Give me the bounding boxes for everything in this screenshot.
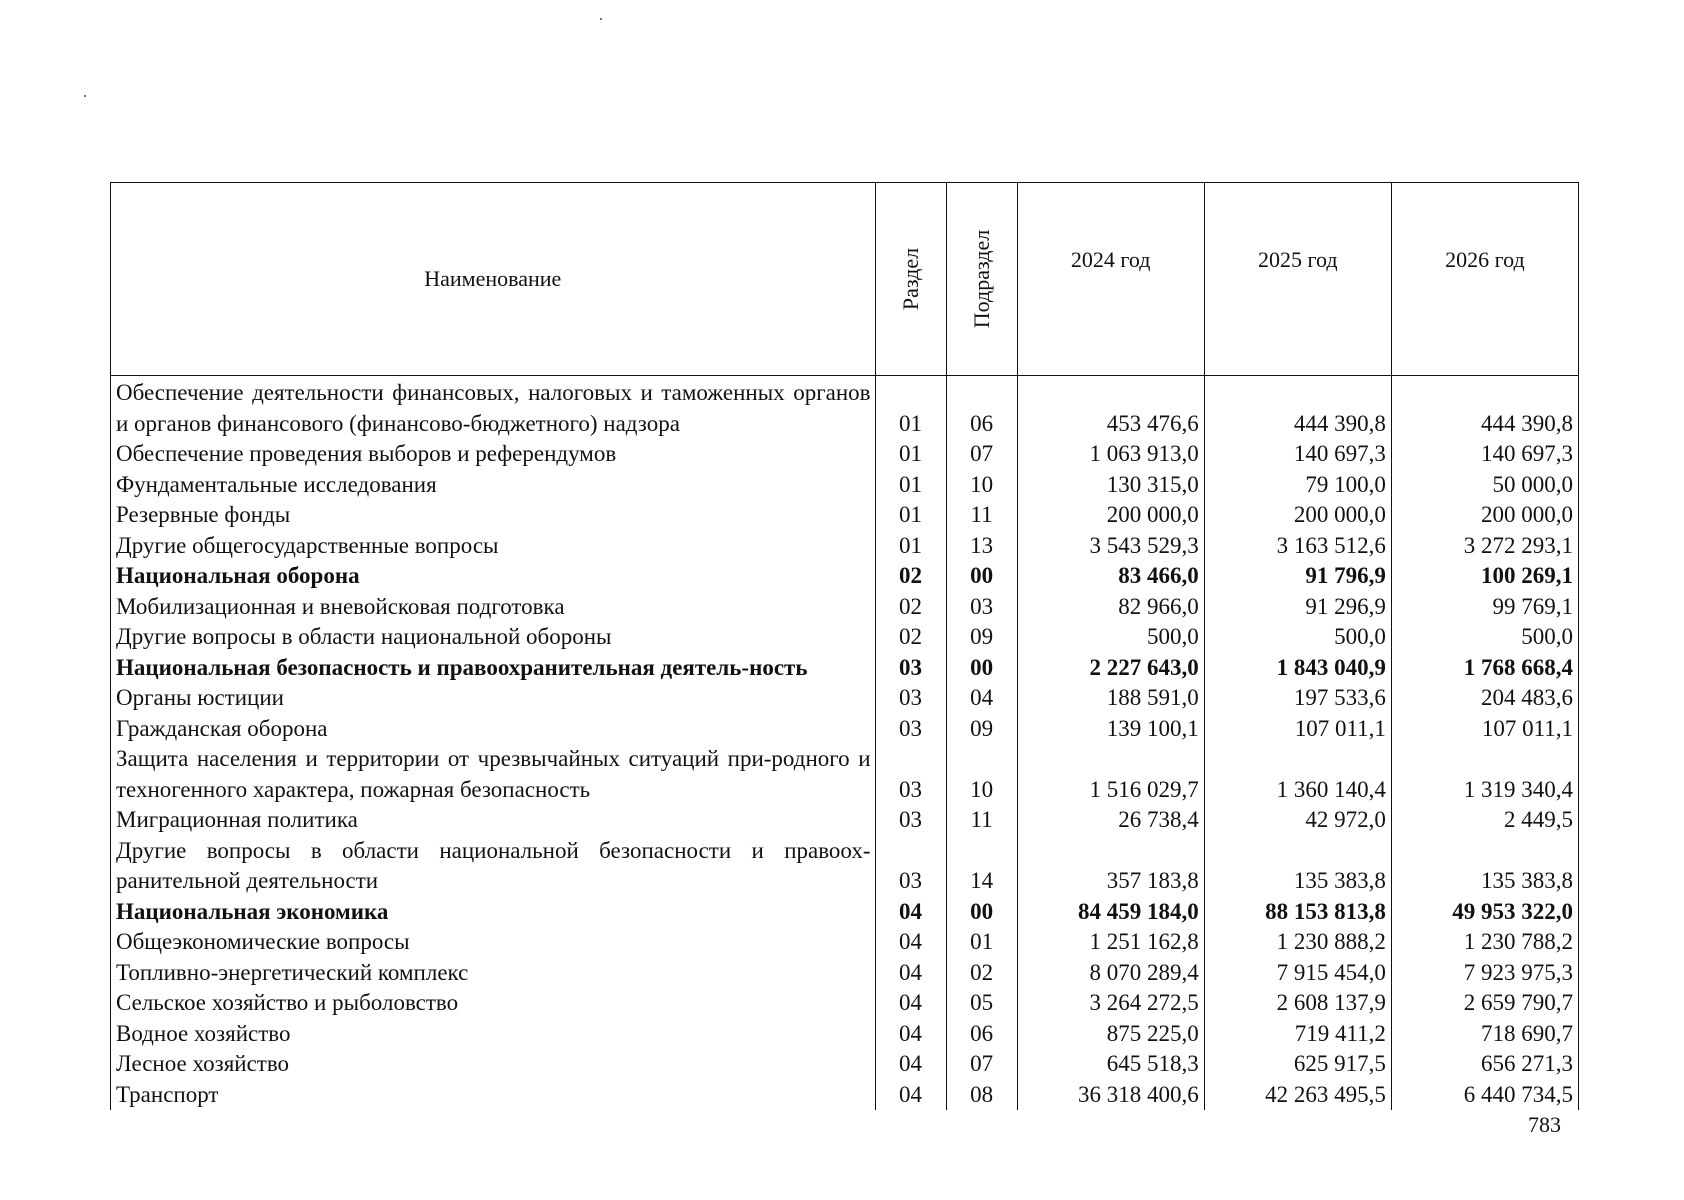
- row-section: 03: [875, 836, 946, 897]
- row-subsection: 09: [946, 622, 1017, 653]
- row-value-2024: 130 315,0: [1017, 470, 1204, 501]
- row-value-2026: 3 272 293,1: [1391, 531, 1578, 562]
- row-value-2025: 1 230 888,2: [1204, 927, 1391, 958]
- header-section-label: Раздел: [897, 247, 923, 311]
- table-row: [111, 927, 1579, 958]
- scan-speck: [600, 18, 602, 20]
- row-value-2026: 204 483,6: [1391, 683, 1578, 714]
- row-section: 04: [875, 958, 946, 989]
- row-section: 04: [875, 1049, 946, 1080]
- row-value-2025: 7 915 454,0: [1204, 958, 1391, 989]
- row-section: 02: [875, 592, 946, 623]
- row-value-2024: 1 063 913,0: [1017, 439, 1204, 470]
- row-value-2024: 357 183,8: [1017, 836, 1204, 897]
- row-value-2026: 656 271,3: [1391, 1049, 1578, 1080]
- row-value-2025: 200 000,0: [1204, 500, 1391, 531]
- row-name: Транспорт: [111, 1080, 876, 1111]
- table-row: [111, 805, 1579, 836]
- row-value-2026: 2 449,5: [1391, 805, 1578, 836]
- budget-table-grid: [110, 182, 1579, 1110]
- row-section: 04: [875, 1080, 946, 1111]
- row-section: 01: [875, 439, 946, 470]
- row-subsection: 08: [946, 1080, 1017, 1111]
- row-value-2025: 500,0: [1204, 622, 1391, 653]
- row-value-2024: 139 100,1: [1017, 714, 1204, 745]
- row-value-2026: 1 230 788,2: [1391, 927, 1578, 958]
- row-subsection: 06: [946, 1019, 1017, 1050]
- row-section: 01: [875, 376, 946, 440]
- row-value-2026: 49 953 322,0: [1391, 897, 1578, 928]
- table-row: [111, 531, 1579, 562]
- table-row: [111, 653, 1579, 684]
- header-name: Наименование: [111, 183, 876, 376]
- row-value-2025: 625 917,5: [1204, 1049, 1391, 1080]
- row-subsection: 04: [946, 683, 1017, 714]
- row-subsection: 00: [946, 653, 1017, 684]
- row-value-2024: 500,0: [1017, 622, 1204, 653]
- table-row: [111, 988, 1579, 1019]
- header-subsection-label: Подраздел: [968, 229, 994, 329]
- row-value-2025: 140 697,3: [1204, 439, 1391, 470]
- row-value-2026: 100 269,1: [1391, 561, 1578, 592]
- row-value-2024: 1 251 162,8: [1017, 927, 1204, 958]
- row-name: Топливно-энергетический комплекс: [111, 958, 876, 989]
- row-name: Другие вопросы в области национальной обороны: [111, 622, 876, 653]
- table-row: [111, 836, 1579, 897]
- row-value-2024: 188 591,0: [1017, 683, 1204, 714]
- row-section: 04: [875, 988, 946, 1019]
- row-subsection: 07: [946, 1049, 1017, 1080]
- row-name: Резервные фонды: [111, 500, 876, 531]
- row-value-2025: 197 533,6: [1204, 683, 1391, 714]
- row-value-2025: 2 608 137,9: [1204, 988, 1391, 1019]
- header-2024: 2024 год: [1017, 183, 1204, 376]
- row-name: Национальная экономика: [111, 897, 876, 928]
- table-header-row: [111, 183, 1579, 376]
- row-value-2024: 3 543 529,3: [1017, 531, 1204, 562]
- row-name: Водное хозяйство: [111, 1019, 876, 1050]
- table-row: [111, 683, 1579, 714]
- header-subsection: [946, 183, 1017, 376]
- table-row: [111, 592, 1579, 623]
- table-row: [111, 470, 1579, 501]
- row-subsection: 10: [946, 470, 1017, 501]
- row-value-2025: 79 100,0: [1204, 470, 1391, 501]
- row-value-2026: 500,0: [1391, 622, 1578, 653]
- row-name: Лесное хозяйство: [111, 1049, 876, 1080]
- row-name: Гражданская оборона: [111, 714, 876, 745]
- budget-table: [110, 182, 1579, 1110]
- row-value-2024: 84 459 184,0: [1017, 897, 1204, 928]
- table-row: [111, 376, 1579, 440]
- row-value-2025: 3 163 512,6: [1204, 531, 1391, 562]
- row-subsection: 06: [946, 376, 1017, 440]
- row-name: Другие общегосударственные вопросы: [111, 531, 876, 562]
- row-name: Обеспечение проведения выборов и референдумов: [111, 439, 876, 470]
- row-value-2024: 2 227 643,0: [1017, 653, 1204, 684]
- row-name: Обеспечение деятельности финансовых, налоговых и таможенных органов и органов финансового (финансово-бюджетного) надзора: [111, 376, 876, 440]
- table-row: [111, 1049, 1579, 1080]
- row-value-2025: 1 360 140,4: [1204, 744, 1391, 805]
- row-value-2026: 1 319 340,4: [1391, 744, 1578, 805]
- row-value-2026: 107 011,1: [1391, 714, 1578, 745]
- row-section: 04: [875, 927, 946, 958]
- row-value-2025: 88 153 813,8: [1204, 897, 1391, 928]
- row-name: Общеэкономические вопросы: [111, 927, 876, 958]
- row-name: Фундаментальные исследования: [111, 470, 876, 501]
- row-name: Сельское хозяйство и рыболовство: [111, 988, 876, 1019]
- row-section: 01: [875, 531, 946, 562]
- row-name: Национальная безопасность и правоохранительная деятель-ность: [111, 653, 876, 684]
- row-value-2026: 140 697,3: [1391, 439, 1578, 470]
- row-value-2026: 99 769,1: [1391, 592, 1578, 623]
- table-row: [111, 714, 1579, 745]
- row-value-2024: 3 264 272,5: [1017, 988, 1204, 1019]
- row-value-2025: 42 972,0: [1204, 805, 1391, 836]
- row-subsection: 05: [946, 988, 1017, 1019]
- row-section: 01: [875, 500, 946, 531]
- table-body: [111, 376, 1579, 1111]
- row-section: 03: [875, 744, 946, 805]
- row-value-2026: 135 383,8: [1391, 836, 1578, 897]
- table-row: [111, 500, 1579, 531]
- row-subsection: 02: [946, 958, 1017, 989]
- header-2025: 2025 год: [1204, 183, 1391, 376]
- row-value-2026: 718 690,7: [1391, 1019, 1578, 1050]
- table-row: [111, 744, 1579, 805]
- row-value-2024: 82 966,0: [1017, 592, 1204, 623]
- row-subsection: 09: [946, 714, 1017, 745]
- row-subsection: 11: [946, 805, 1017, 836]
- row-value-2025: 42 263 495,5: [1204, 1080, 1391, 1111]
- row-value-2026: 1 768 668,4: [1391, 653, 1578, 684]
- row-value-2026: 200 000,0: [1391, 500, 1578, 531]
- row-value-2025: 1 843 040,9: [1204, 653, 1391, 684]
- scan-speck: [84, 95, 86, 97]
- row-value-2024: 645 518,3: [1017, 1049, 1204, 1080]
- row-value-2024: 36 318 400,6: [1017, 1080, 1204, 1111]
- row-value-2024: 200 000,0: [1017, 500, 1204, 531]
- row-section: 03: [875, 714, 946, 745]
- table-row: [111, 1019, 1579, 1050]
- row-value-2025: 444 390,8: [1204, 376, 1391, 440]
- row-subsection: 10: [946, 744, 1017, 805]
- row-subsection: 00: [946, 897, 1017, 928]
- row-name: Другие вопросы в области национальной безопасности и правоох-ранительной деятельности: [111, 836, 876, 897]
- row-value-2024: 83 466,0: [1017, 561, 1204, 592]
- table-row: [111, 622, 1579, 653]
- row-value-2024: 875 225,0: [1017, 1019, 1204, 1050]
- row-subsection: 11: [946, 500, 1017, 531]
- row-subsection: 03: [946, 592, 1017, 623]
- header-2026: 2026 год: [1391, 183, 1578, 376]
- row-value-2026: 444 390,8: [1391, 376, 1578, 440]
- row-subsection: 07: [946, 439, 1017, 470]
- row-subsection: 00: [946, 561, 1017, 592]
- row-value-2024: 26 738,4: [1017, 805, 1204, 836]
- row-name: Защита населения и территории от чрезвычайных ситуаций при-родного и техногенного характера, пожарная безопасность: [111, 744, 876, 805]
- row-subsection: 14: [946, 836, 1017, 897]
- row-section: 02: [875, 622, 946, 653]
- row-section: 03: [875, 653, 946, 684]
- row-section: 01: [875, 470, 946, 501]
- row-subsection: 01: [946, 927, 1017, 958]
- row-value-2024: 453 476,6: [1017, 376, 1204, 440]
- table-row: [111, 439, 1579, 470]
- row-name: Миграционная политика: [111, 805, 876, 836]
- row-value-2024: 8 070 289,4: [1017, 958, 1204, 989]
- row-value-2026: 2 659 790,7: [1391, 988, 1578, 1019]
- row-section: 02: [875, 561, 946, 592]
- header-section: [875, 183, 946, 376]
- row-value-2025: 719 411,2: [1204, 1019, 1391, 1050]
- row-section: 03: [875, 683, 946, 714]
- row-section: 04: [875, 897, 946, 928]
- table-row: [111, 958, 1579, 989]
- row-value-2025: 107 011,1: [1204, 714, 1391, 745]
- row-name: Органы юстиции: [111, 683, 876, 714]
- table-row: [111, 897, 1579, 928]
- row-value-2025: 91 296,9: [1204, 592, 1391, 623]
- row-section: 03: [875, 805, 946, 836]
- page-number: 783: [1528, 1112, 1561, 1137]
- row-section: 04: [875, 1019, 946, 1050]
- row-value-2026: 7 923 975,3: [1391, 958, 1578, 989]
- row-value-2026: 50 000,0: [1391, 470, 1578, 501]
- row-name: Мобилизационная и вневойсковая подготовка: [111, 592, 876, 623]
- table-row: [111, 561, 1579, 592]
- row-value-2026: 6 440 734,5: [1391, 1080, 1578, 1111]
- row-value-2024: 1 516 029,7: [1017, 744, 1204, 805]
- row-value-2025: 91 796,9: [1204, 561, 1391, 592]
- row-name: Национальная оборона: [111, 561, 876, 592]
- row-subsection: 13: [946, 531, 1017, 562]
- row-value-2025: 135 383,8: [1204, 836, 1391, 897]
- table-row: [111, 1080, 1579, 1111]
